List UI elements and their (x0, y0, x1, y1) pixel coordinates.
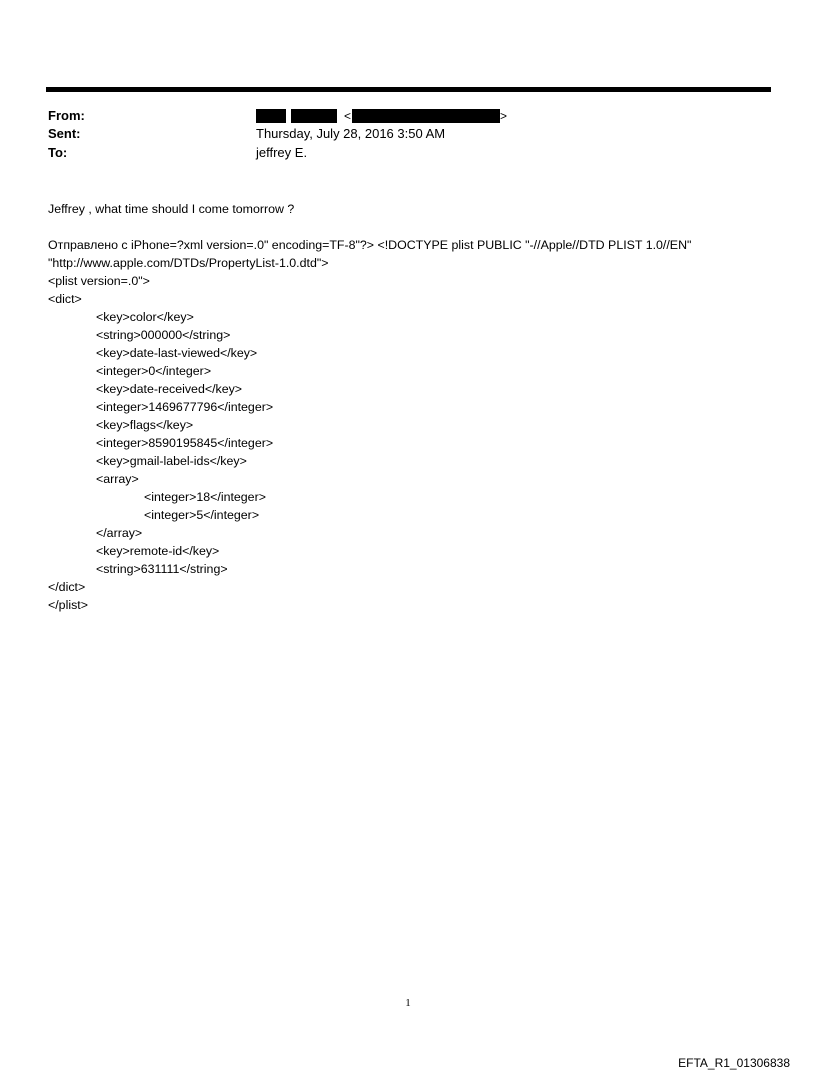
body-line: <key>date-received</key> (96, 382, 243, 396)
body-line: "http://www.apple.com/DTDs/PropertyList-1.0.dtd"> (48, 256, 329, 270)
body-line: </array> (96, 526, 143, 540)
redaction-block (256, 109, 286, 123)
page-number: 1 (405, 997, 411, 1009)
to-label: To: (48, 145, 68, 160)
body-line: <plist version=.0"> (48, 274, 150, 288)
greeting: Jeffrey , what time should I come tomorrow ? (48, 202, 295, 216)
body-line: <integer>1469677796</integer> (96, 400, 274, 414)
body-line: <dict> (48, 292, 82, 306)
redaction-block (291, 109, 337, 123)
redaction-block (352, 109, 500, 123)
body-line: <integer>8590195845</integer> (96, 436, 274, 450)
from-label: From: (48, 108, 85, 123)
body-line: </plist> (48, 598, 88, 612)
header-rule (46, 87, 771, 92)
body-line: </dict> (48, 580, 86, 594)
body-line: <key>date-last-viewed</key> (96, 346, 258, 360)
from-close-bracket: > (500, 109, 508, 123)
body-line: <integer>5</integer> (144, 508, 260, 522)
body-line: <key>gmail-label-ids</key> (96, 454, 247, 468)
body-line: <key>flags</key> (96, 418, 194, 432)
body-line: <integer>0</integer> (96, 364, 212, 378)
body-line: <array> (96, 472, 139, 486)
body-line: <string>000000</string> (96, 328, 231, 342)
body-line: <integer>18</integer> (144, 490, 266, 504)
body-line: <key>remote-id</key> (96, 544, 220, 558)
from-open-bracket: < (344, 109, 352, 123)
to-value: jeffrey E. (256, 145, 308, 160)
sent-value: Thursday, July 28, 2016 3:50 AM (256, 126, 446, 141)
body-line: <key>color</key> (96, 310, 194, 324)
bates-number: EFTA_R1_01306838 (678, 1056, 790, 1070)
body-line: <string>631111</string> (96, 562, 228, 576)
email-body (48, 200, 778, 614)
body-line: Отправлено с iPhone=?xml version=.0" encoding=TF-8"?> <!DOCTYPE plist PUBLIC "-//Apple//DTD PLIST 1.0//EN" (48, 238, 692, 252)
sent-label: Sent: (48, 126, 81, 141)
